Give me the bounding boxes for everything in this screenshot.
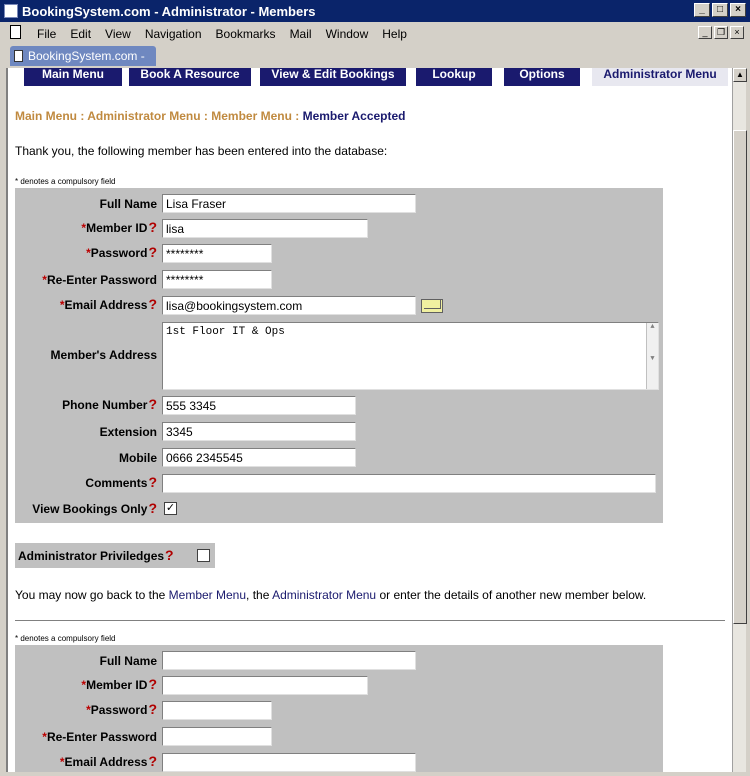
new-password-input[interactable] bbox=[162, 701, 272, 720]
new-full-name-input[interactable] bbox=[162, 651, 416, 670]
phone-input[interactable]: 555 3345 bbox=[162, 396, 356, 415]
compulsory-note: * denotes a compulsory field bbox=[15, 634, 116, 643]
menu-bar bbox=[0, 22, 750, 44]
help-icon[interactable]: ? bbox=[148, 500, 157, 516]
maximize-icon[interactable]: □ bbox=[712, 3, 728, 17]
help-icon[interactable]: ? bbox=[148, 219, 157, 235]
full-name-label: Full Name bbox=[99, 654, 157, 668]
help-icon[interactable]: ? bbox=[148, 396, 157, 412]
administrator-menu-link[interactable]: Administrator Menu bbox=[272, 588, 377, 602]
member-id-label: *Member ID? bbox=[81, 676, 157, 692]
crumb-sep: : bbox=[291, 109, 303, 123]
crumb-sep: : bbox=[77, 109, 88, 123]
divider bbox=[15, 620, 725, 621]
password-label: *Password? bbox=[86, 244, 157, 260]
breadcrumb bbox=[15, 109, 406, 123]
doc-restore-icon[interactable]: ❐ bbox=[714, 26, 728, 39]
password-label: *Password? bbox=[86, 701, 157, 717]
nav-options[interactable]: Options bbox=[504, 68, 580, 86]
new-member-id-input[interactable] bbox=[162, 676, 368, 695]
nav-lookup[interactable]: Lookup bbox=[416, 68, 492, 86]
comments-input[interactable] bbox=[162, 474, 656, 493]
help-icon[interactable]: ? bbox=[148, 296, 157, 312]
new-email-input[interactable] bbox=[162, 753, 416, 772]
app-icon bbox=[4, 4, 18, 18]
email-label: *Email Address? bbox=[59, 753, 157, 769]
textarea-scrollbar[interactable]: ▲ ▼ bbox=[646, 323, 658, 389]
help-icon[interactable]: ? bbox=[148, 701, 157, 717]
admin-privileges-box bbox=[15, 543, 215, 568]
nav-book-resource[interactable]: Book A Resource bbox=[129, 68, 251, 86]
close-icon[interactable]: × bbox=[730, 3, 746, 17]
top-nav bbox=[8, 68, 730, 86]
reenter-password-label: *Re-Enter Password bbox=[42, 273, 157, 287]
new-reenter-password-input[interactable] bbox=[162, 727, 272, 746]
extension-label: Extension bbox=[99, 425, 157, 439]
member-menu-link[interactable]: Member Menu bbox=[168, 588, 247, 602]
email-input[interactable]: lisa@bookingsystem.com bbox=[162, 296, 416, 315]
document-tab-label: BookingSystem.com - bbox=[28, 49, 145, 63]
nav-administrator-menu[interactable]: Administrator Menu bbox=[592, 68, 728, 86]
admin-privileges-label: Administrator Priviledges? bbox=[18, 547, 174, 563]
reenter-password-label: *Re-Enter Password bbox=[42, 730, 157, 744]
member-id-label: *Member ID? bbox=[81, 219, 157, 235]
comments-label: Comments? bbox=[85, 474, 157, 490]
view-only-label: View Bookings Only? bbox=[32, 500, 157, 516]
admin-privileges-checkbox[interactable] bbox=[197, 549, 210, 562]
compulsory-note: * denotes a compulsory field bbox=[15, 177, 116, 186]
crumb-member-menu[interactable]: Member Menu bbox=[211, 109, 292, 123]
page-icon bbox=[14, 50, 23, 62]
crumb-admin-menu[interactable]: Administrator Menu bbox=[87, 109, 201, 123]
member-form bbox=[15, 188, 663, 523]
menu-edit[interactable]: Edit bbox=[70, 27, 92, 41]
address-text: 1st Floor IT & Ops bbox=[166, 326, 285, 338]
password-input[interactable]: ******** bbox=[162, 244, 272, 263]
crumb-current: Member Accepted bbox=[302, 109, 406, 123]
member-id-input[interactable]: lisa bbox=[162, 219, 368, 238]
address-textarea[interactable] bbox=[162, 322, 659, 390]
menu-help[interactable]: Help bbox=[382, 27, 407, 41]
help-icon[interactable]: ? bbox=[165, 547, 174, 563]
help-icon[interactable]: ? bbox=[148, 676, 157, 692]
full-name-label: Full Name bbox=[99, 197, 157, 211]
footer-message: You may now go back to the Member Menu, the Administrator Menu or enter the details of another new member below. bbox=[15, 588, 647, 602]
new-member-form bbox=[15, 645, 663, 772]
view-only-checkbox[interactable]: ✓ bbox=[165, 502, 176, 514]
scroll-up-icon[interactable]: ▲ bbox=[733, 68, 747, 82]
full-name-input[interactable]: Lisa Fraser bbox=[162, 194, 416, 213]
menu-window[interactable]: Window bbox=[325, 27, 369, 41]
address-label: Member's Address bbox=[50, 348, 157, 362]
phone-label: Phone Number? bbox=[62, 396, 157, 412]
nav-view-edit-bookings[interactable]: View & Edit Bookings bbox=[260, 68, 406, 86]
nav-main-menu[interactable]: Main Menu bbox=[24, 68, 122, 86]
menu-navigation[interactable]: Navigation bbox=[144, 27, 202, 41]
reenter-password-input[interactable]: ******** bbox=[162, 270, 272, 289]
title-bar bbox=[0, 0, 750, 22]
doc-minimize-icon[interactable]: _ bbox=[698, 26, 712, 39]
confirmation-message: Thank you, the following member has been entered into the database: bbox=[15, 144, 388, 158]
mobile-input[interactable]: 0666 2345545 bbox=[162, 448, 356, 467]
menu-bookmarks[interactable]: Bookmarks bbox=[215, 27, 276, 41]
crumb-sep: : bbox=[200, 109, 212, 123]
crumb-main-menu[interactable]: Main Menu bbox=[15, 109, 77, 123]
menu-view[interactable]: View bbox=[105, 27, 131, 41]
tab-bar bbox=[0, 44, 750, 68]
page-scrollbar[interactable] bbox=[732, 68, 746, 772]
scroll-thumb[interactable] bbox=[733, 130, 747, 624]
menu-mail[interactable]: Mail bbox=[289, 27, 312, 41]
email-label: *Email Address? bbox=[59, 296, 157, 312]
document-tab[interactable] bbox=[10, 46, 156, 66]
help-icon[interactable]: ? bbox=[148, 753, 157, 769]
document-icon[interactable] bbox=[10, 25, 21, 39]
window-title: BookingSystem.com - Administrator - Members bbox=[22, 4, 316, 19]
doc-close-icon[interactable]: × bbox=[730, 26, 744, 39]
page-content bbox=[6, 68, 732, 772]
envelope-icon[interactable] bbox=[421, 299, 443, 313]
extension-input[interactable]: 3345 bbox=[162, 422, 356, 441]
help-icon[interactable]: ? bbox=[148, 244, 157, 260]
mobile-label: Mobile bbox=[119, 451, 157, 465]
help-icon[interactable]: ? bbox=[148, 474, 157, 490]
menu-file[interactable]: File bbox=[37, 27, 57, 41]
minimize-icon[interactable]: _ bbox=[694, 3, 710, 17]
